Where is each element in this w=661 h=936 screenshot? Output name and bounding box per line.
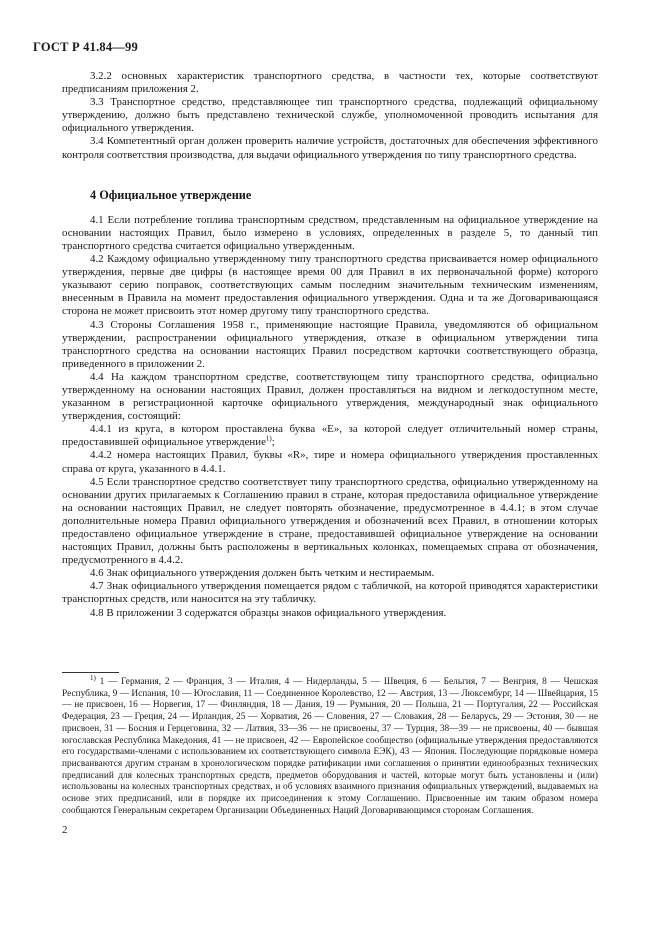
paragraph-4-4-1 <box>62 423 598 449</box>
paragraph-4-4-2: 4.4.2 номера настоящих Правил, буквы «R», тире и номера официального утверждения проставленных справа от круга, указанного в 4.4.1. <box>62 449 598 475</box>
paragraph-3-4: 3.4 Компетентный орган должен проверить наличие устройств, достаточных для обеспечения эффективного контроля соответствия производства, для выдачи официального утверждения по типу транспортного средства. <box>62 135 598 161</box>
paragraph-4-4: 4.4 На каждом транспортном средстве, соответствующем типу транспортного средства, официально утвержденному на основании настоящих Правил, должен проставляться на видном и легкодоступном месте, указанном в регистрационной карточке официального утверждения, международный знак официального утверждения, состоящий: <box>62 370 598 423</box>
paragraph-4-7: 4.7 Знак официального утверждения помещается рядом с табличкой, на которой приводятся характеристики транспортных средств, или наносится на эту табличку. <box>62 580 598 606</box>
footnote-divider <box>62 672 119 673</box>
paragraph-4-5: 4.5 Если транспортное средство соответствует типу транспортного средства, официально утвержденному на основании других прилагаемых к Соглашению правил в стране, которая предоставила официальное утверждение на основании настоящих Правил, не следует повторять обозначение, предусмотренное в 4.4.1; в этом случае дополнительные номера Правил официального утверждения и обозначений всех Правил, в отношении которых предоставлено официальное утверждение в стране, предоставившей официальное утверждение на основании настоящих Правил, должны быть расположены в вертикальных колонках, помещаемых справа от обозначения, предусмотренного в 4.4.2. <box>62 475 598 567</box>
document-body <box>62 70 598 620</box>
footnote <box>62 673 598 817</box>
paragraph-4-3: 4.3 Стороны Соглашения 1958 г., применяющие настоящие Правила, уведомляются об официальном утверждении, распространении официального утверждения, отказе в официальном утверждении типа транспортного средства на основании настоящих Правил посредством карточки соответствующего образца, приведенного в приложении 2. <box>62 318 598 370</box>
paragraph-4-2: 4.2 Каждому официально утвержденному типу транспортного средства присваивается номер официального утверждения, первые две цифры (в настоящее время 00 для Правил в их первоначальной форме) которого указывают серию поправок, соответствующих самым последним значительным техническим изменениям, внесенным в Правила на момент предоставления официального утверждения. Одна и та же Договаривающаяся сторона не может присвоить этот номер другому типу транспортного средства. <box>62 253 598 318</box>
paragraph-4-4-1-end: ; <box>271 436 275 449</box>
paragraph-3-3: 3.3 Транспортное средство, представляющее тип транспортного средства, подлежащий официальному утверждению, должно быть представлено технической службе, уполномоченной проводить испытания для официального утверждения. <box>62 96 598 135</box>
footnote-body: 1 — Германия, 2 — Франция, 3 — Италия, 4 — Нидерланды, 5 — Швеция, 6 — Бельгия, 7 — Венгрия, 8 — Чешская Республика, 9 — Испания, 10 — Югославия, 11 — Соединенное Королевство, 12 — Австрия, 13 — Люксембург, 14 — Швейцария, 15 — не присвоен, 16 — Норвегия, 17 — Финляндия, 18 — Дания, 19 — Румыния, 20 — Польша, 21 — Португалия, 22 — Российская Федерация, 23 — Греция, 24 — Ирландия, 25 — Хорватия, 26 — Словения, 27 — Словакия, 28 — Беларусь, 29 — Эстония, 30 — не присвоен, 31 — Босния и Герцеговина, 32 — Латвия, 33—36 — не присвоены, 37 — Турция, 38—39 — не присвоены, 40 — бывшая югославская Республика Македония, 41 — не присвоен, 42 — Европейское сообщество (официальные утверждения предоставляются его государствами-членами с использованием их соответствующего символа ЕЭК), 43 — Япония. Последующие порядковые номера присваиваются другим странам в хронологическом порядке ратификации ими соглашения о принятии единообразных технических предписаний для колесных транспортных средств, предметов оборудования и частей, которые могут быть установлены и (или) использованы на колесных транспортных средствах, и об условиях взаимного признания официальных утверждений, выдаваемых на основе этих предписаний, или в порядке их присоединения к этому Соглашению. Присвоенные им таким образом номера сообщаются Генеральным секретарем Организации Объединенных Наций Договаривающимся сторонам Соглашения. <box>62 677 598 816</box>
section-heading: 4 Официальное утверждение <box>90 187 252 202</box>
footnote-mark: 1) <box>90 673 96 682</box>
paragraph-4-4-1-text: 4.4.1 из круга, в котором проставлена буква «Е», за которой следует отличительный номер страны, предоставившей официальное утверждение <box>62 423 598 449</box>
footnote-reference: 1) <box>265 434 272 443</box>
paragraph-4-8: 4.8 В приложении 3 содержатся образцы знаков официального утверждения. <box>90 606 447 619</box>
paragraph-4-6: 4.6 Знак официального утверждения должен быть четким и нестираемым. <box>90 567 435 580</box>
document-header: ГОСТ Р 41.84—99 <box>33 40 138 54</box>
footnote-text <box>62 673 598 817</box>
page-number: 2 <box>62 824 68 836</box>
paragraph-3-2-2: 3.2.2 основных характеристик транспортного средства, в частности тех, которые соответствуют предписаниям приложения 2. <box>62 70 598 96</box>
paragraph-4-1: 4.1 Если потребление топлива транспортным средством, представленным на официальное утверждение на основании настоящих Правил, было измерено в условиях, определенных в разделе 5, то данный тип транспортного средства считается официально утвержденным. <box>62 213 598 252</box>
